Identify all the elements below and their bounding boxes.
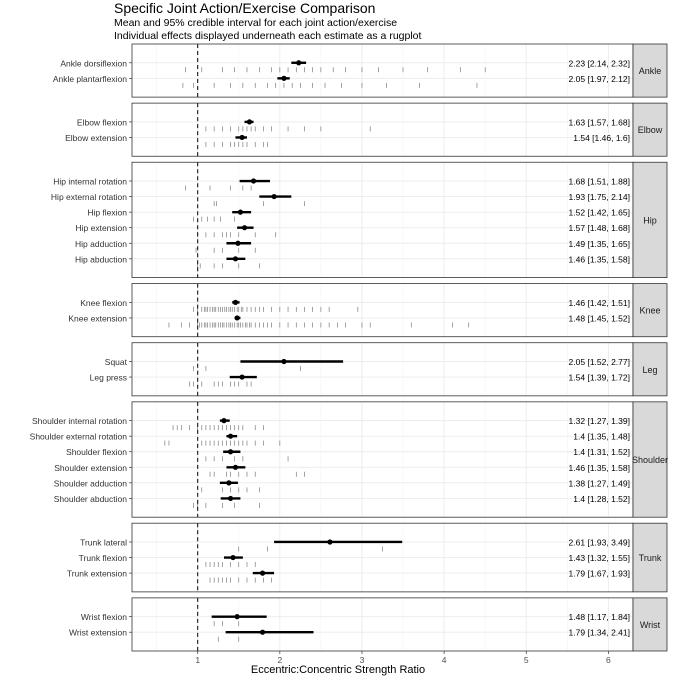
mean-point [260, 630, 265, 635]
x-tick-label: 2 [277, 655, 283, 665]
y-tick-label: Hip internal rotation [53, 176, 127, 187]
mean-point [296, 60, 301, 65]
y-tick-label: Squat [104, 357, 127, 367]
y-tick-label: Hip extension [75, 223, 127, 234]
estimate-label: 1.46 [1.35, 1.58] [568, 462, 630, 473]
mean-point [239, 374, 244, 379]
mean-point [228, 449, 233, 454]
mean-point [226, 480, 231, 485]
y-tick-label: Shoulder abduction [53, 493, 127, 504]
y-tick-label: Hip abduction [75, 254, 127, 265]
y-tick-label: Hip flexion [87, 207, 127, 218]
facet-strip-label: Wrist [639, 619, 661, 630]
chart-title: Specific Joint Action/Exercise Comparison [114, 0, 376, 16]
x-tick-label: 5 [523, 655, 529, 665]
y-tick-label: Hip adduction [75, 238, 127, 249]
panel-background [132, 284, 633, 337]
estimate-label: 1.4 [1.35, 1.48] [573, 431, 630, 442]
y-tick-label: Leg press [89, 372, 127, 383]
y-tick-label: Trunk flexion [78, 553, 127, 564]
mean-point [233, 300, 238, 305]
estimate-label: 1.48 [1.45, 1.52] [568, 313, 630, 324]
mean-point [260, 571, 265, 576]
estimate-label: 1.79 [1.67, 1.93] [568, 568, 630, 579]
panel-background [132, 103, 633, 156]
x-tick-label: 6 [605, 655, 611, 665]
estimate-label: 1.38 [1.27, 1.49] [568, 478, 630, 489]
chart-subtitle-line-1: Mean and 95% credible interval for each joint action/exercise [114, 17, 398, 29]
estimate-label: 1.43 [1.32, 1.55] [568, 553, 630, 564]
y-tick-label: Shoulder internal rotation [32, 416, 127, 427]
y-tick-label: Shoulder adduction [53, 478, 127, 489]
mean-point [230, 555, 235, 560]
estimate-label: 1.57 [1.48, 1.68] [568, 223, 630, 234]
y-tick-label: Ankle dorsiflexion [60, 58, 127, 69]
mean-point [235, 315, 240, 320]
mean-point [235, 241, 240, 246]
panel-background [132, 343, 633, 396]
panel-background [132, 402, 633, 517]
y-tick-label: Elbow extension [65, 132, 127, 143]
y-tick-label: Elbow flexion [76, 117, 127, 128]
mean-point [233, 256, 238, 261]
estimate-label: 1.48 [1.17, 1.84] [568, 612, 630, 623]
estimate-label: 1.79 [1.34, 2.41] [568, 627, 630, 638]
facet-strip-label: Trunk [638, 553, 662, 564]
mean-point [271, 194, 276, 199]
panel-background [132, 598, 633, 651]
x-tick-label: 4 [441, 655, 447, 665]
x-axis-label: Eccentric:Concentric Strength Ratio [250, 664, 426, 676]
facet-strip-label: Knee [639, 305, 661, 316]
estimate-label: 2.23 [2.14, 2.32] [568, 58, 630, 69]
mean-point [239, 135, 244, 140]
estimate-label: 2.05 [1.97, 2.12] [568, 73, 630, 84]
estimate-label: 1.4 [1.28, 1.52] [573, 493, 630, 504]
mean-point [327, 539, 332, 544]
facet-strip-label: Leg [642, 364, 658, 375]
mean-point [235, 614, 240, 619]
estimate-label: 1.46 [1.35, 1.58] [568, 254, 630, 265]
mean-point [251, 178, 256, 183]
mean-point [281, 76, 286, 81]
y-tick-label: Shoulder extension [54, 462, 127, 473]
mean-point [221, 418, 226, 423]
estimate-label: 1.49 [1.35, 1.65] [568, 238, 630, 249]
y-tick-label: Trunk lateral [80, 537, 127, 548]
panel-background [132, 44, 633, 97]
y-tick-label: Shoulder flexion [66, 447, 127, 458]
x-tick-label: 3 [359, 655, 365, 665]
estimate-label: 1.68 [1.51, 1.88] [568, 176, 630, 187]
y-tick-label: Hip external rotation [50, 192, 127, 203]
facet-strip-label: Hip [643, 215, 657, 226]
facet-strip-label: Ankle [638, 66, 662, 77]
estimate-label: 2.61 [1.93, 3.49] [568, 537, 630, 548]
estimate-label: 1.52 [1.42, 1.65] [568, 207, 630, 218]
panel-background [132, 162, 633, 277]
y-tick-label: Knee flexion [80, 297, 127, 308]
x-tick-label: 1 [195, 655, 201, 665]
estimate-label: 1.4 [1.31, 1.52] [573, 447, 630, 458]
mean-point [228, 434, 233, 439]
y-tick-label: Wrist flexion [80, 612, 127, 623]
mean-point [247, 119, 252, 124]
estimate-label: 1.63 [1.57, 1.68] [568, 117, 630, 128]
estimate-label: 1.93 [1.75, 2.14] [568, 192, 630, 203]
mean-point [238, 210, 243, 215]
mean-point [233, 465, 238, 470]
estimate-label: 2.05 [1.52, 2.77] [568, 357, 630, 367]
y-tick-label: Trunk extension [66, 568, 127, 579]
facet-strip-label: Shoulder [631, 455, 669, 466]
estimate-label: 1.54 [1.46, 1.6] [573, 132, 630, 143]
estimate-label: 1.46 [1.42, 1.51] [568, 297, 630, 308]
mean-point [281, 359, 286, 364]
y-tick-label: Ankle plantarflexion [52, 73, 127, 84]
mean-point [228, 496, 233, 501]
y-tick-label: Knee extension [68, 313, 127, 324]
estimate-label: 1.32 [1.27, 1.39] [568, 416, 630, 427]
y-tick-label: Shoulder external rotation [29, 431, 127, 442]
facet-strip-label: Elbow [637, 125, 663, 136]
estimate-label: 1.54 [1.39, 1.72] [568, 372, 630, 383]
mean-point [242, 225, 247, 230]
chart-subtitle-line-2: Individual effects displayed underneath each estimate as a rugplot [114, 30, 422, 42]
y-tick-label: Wrist extension [69, 627, 127, 638]
